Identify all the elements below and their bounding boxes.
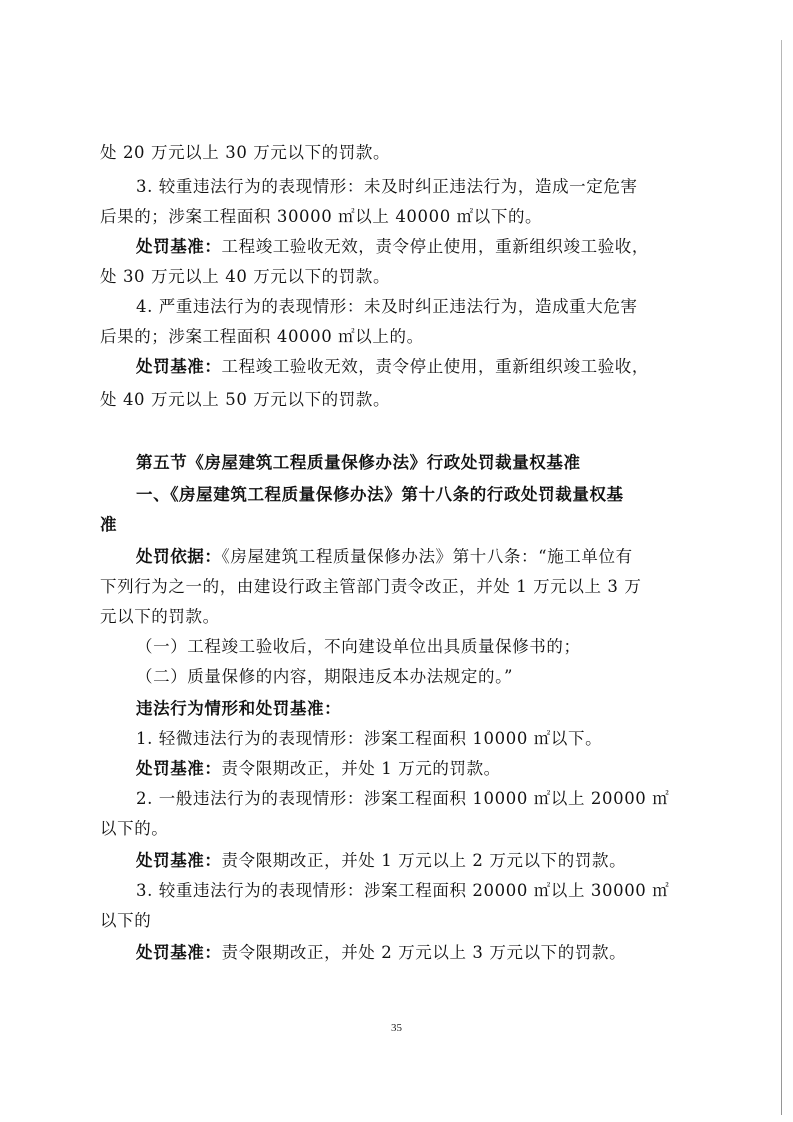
subsection-heading: 一、《房屋建筑工程质量保修办法》第十八条的行政处罚裁量权基 — [136, 485, 624, 504]
scan-edge-line — [781, 40, 782, 1115]
body-line: 处罚基准：责令限期改正，并处 1 万元以上 2 万元以下的罚款。 — [136, 851, 627, 870]
bold-label: 处罚基准： — [136, 759, 222, 778]
body-line: 3. 较重违法行为的表现情形：涉案工程面积 20000 ㎡以上 30000 ㎡ — [136, 881, 670, 900]
body-line: 3. 较重违法行为的表现情形：未及时纠正违法行为，造成一定危害 — [136, 177, 638, 196]
body-line: （一）工程竣工验收后，不向建设单位出具质量保修书的； — [136, 637, 581, 656]
body-line: 处 30 万元以上 40 万元以下的罚款。 — [100, 267, 391, 286]
body-line: 处罚基准：工程竣工验收无效，责令停止使用，重新组织竣工验收， — [136, 357, 649, 376]
body-line: 以下的。 — [100, 819, 169, 838]
bold-label: 处罚基准： — [136, 357, 222, 376]
body-line: 以下的 — [100, 911, 152, 930]
section-label: 违法行为情形和处罚基准： — [136, 699, 342, 718]
bold-label: 处罚基准： — [136, 851, 222, 870]
section-heading: 第五节《房屋建筑工程质量保修办法》行政处罚裁量权基准 — [136, 453, 581, 472]
body-line: 后果的；涉案工程面积 40000 ㎡以上的。 — [100, 327, 424, 346]
body-line: 处 40 万元以上 50 万元以下的罚款。 — [100, 390, 391, 409]
body-line: 处罚基准：责令限期改正，并处 1 万元的罚款。 — [136, 759, 501, 778]
body-line: 4. 严重违法行为的表现情形：未及时纠正违法行为，造成重大危害 — [136, 297, 638, 316]
bold-label: 处罚依据： — [136, 547, 222, 566]
bold-label: 处罚基准： — [136, 943, 222, 962]
bold-label: 处罚基准： — [136, 237, 222, 256]
body-line: 处 20 万元以上 30 万元以下的罚款。 — [100, 143, 391, 162]
body-line: 下列行为之一的，由建设行政主管部门责令改正，并处 1 万元以上 3 万 — [100, 577, 642, 596]
body-line: 处罚基准：责令限期改正，并处 2 万元以上 3 万元以下的罚款。 — [136, 943, 627, 962]
body-line: 2. 一般违法行为的表现情形：涉案工程面积 10000 ㎡以上 20000 ㎡ — [136, 789, 670, 808]
body-line: 后果的；涉案工程面积 30000 ㎡以上 40000 ㎡以下的。 — [100, 207, 543, 226]
body-line: 处罚依据：《房屋建筑工程质量保修办法》第十八条：“施工单位有 — [136, 547, 633, 566]
body-line: 元以下的罚款。 — [100, 607, 220, 626]
body-line: 处罚基准：工程竣工验收无效，责令停止使用，重新组织竣工验收， — [136, 237, 649, 256]
body-line: （二）质量保修的内容，期限违反本办法规定的。” — [136, 667, 513, 686]
subsection-heading-continued: 准 — [100, 515, 118, 534]
body-line: 1. 轻微违法行为的表现情形：涉案工程面积 10000 ㎡以下。 — [136, 729, 603, 748]
page-number: 35 — [391, 1022, 402, 1034]
